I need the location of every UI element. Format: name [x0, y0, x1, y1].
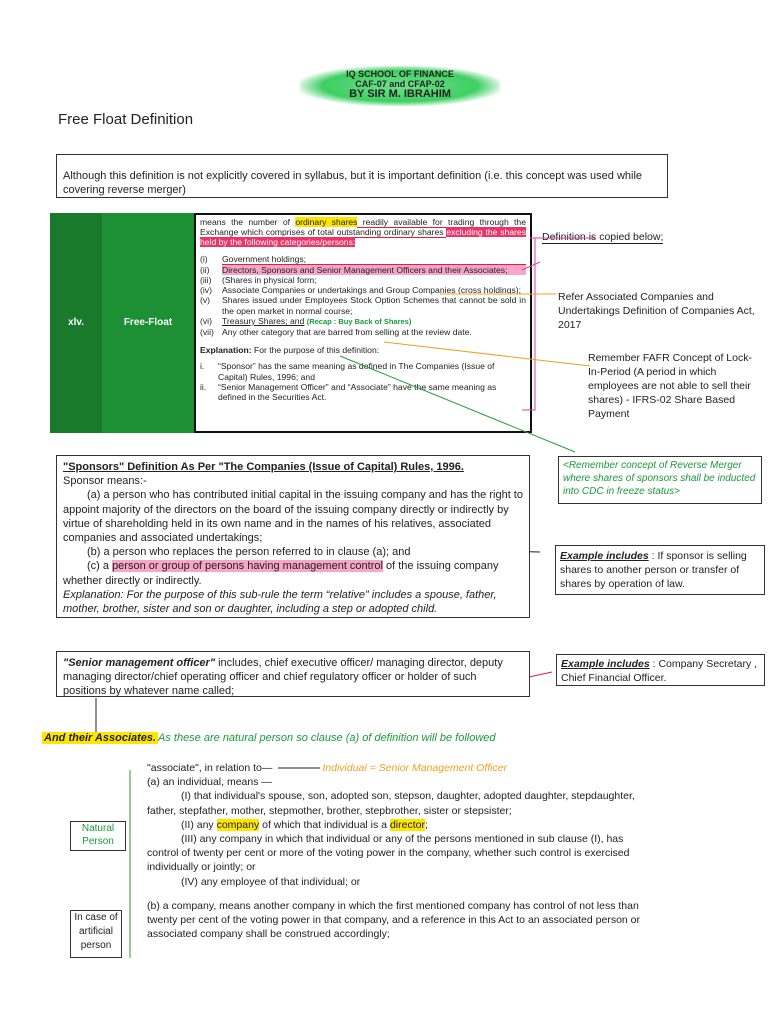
sponsors-means: Sponsor means:- — [63, 475, 147, 488]
example-smo-box: Example includes : Company Secretary , Chief Financial Officer. — [556, 654, 765, 686]
note-associated-companies: Refer Associated Companies and Undertakings Definition of Companies Act, 2017 — [558, 291, 755, 331]
smo-definition-box: "Senior management officer" includes, chief executive officer/ managing director, deputy managing director/chief operating officer and chief regulatory officer or holder of such positions by whatever name called; — [56, 651, 530, 697]
associate-intro: "associate", in relation to— Individual = Senior Management Officer — [147, 762, 508, 774]
note-fafr: Remember FAFR Concept of Lock-In-Period (A period in which employees are not able to sell their shares) - IFRS-02 Share Based Payment — [588, 352, 752, 420]
list-item: (iii) (Shares in physical form; — [200, 275, 317, 286]
banner-line-2: CAF-07 and CFAP-02 — [355, 79, 445, 89]
sponsors-clause-a: (a) a person who has contributed initial capital in the issuing company and has the right to appoint majority of the directors on the board of the issuing company directly or indirectly by virtue of shareholding held in its own name and in the names of his relatives, associated companies and associated undertakings; — [63, 489, 523, 545]
list-item: (ii) Directors, Sponsors and Senior Management Officers and their Associates; — [200, 265, 526, 275]
note-reverse-merger: <Remember concept of Reverse Merger where shares of sponsors shall be inducted into CDC in freeze status> — [558, 456, 762, 504]
associate-clause-a: (a) an individual, means — — [147, 776, 272, 789]
list-item: (v) Shares issued under Employees Stock Option Schemes that cannot be sold in the open market in normal course; — [200, 295, 526, 316]
explanation-item: ii. “Senior Management Officer” and “Associate” have the same meaning as defined in the Securities Act. — [200, 381, 497, 403]
list-item: (iv) Associate Companies or undertakings and Group Companies (cross holdings); — [200, 285, 522, 296]
list-item: (i) Government holdings; — [200, 254, 526, 265]
associate-clause-ii: (II) any company of which that individual is a director; — [181, 818, 428, 831]
explanation: Explanation: For the purpose of this definition: — [200, 345, 380, 356]
list-item: (vii) Any other category that are barred from selling at the review date. — [200, 327, 472, 338]
associate-clause-b: (b) a company, means another company in which the first mentioned company has control of not less than twenty per cent of the voting power in that company, and a reference in this Act to an associated person or associated company shall be construed accordingly; — [147, 899, 641, 941]
sponsors-explanation: Explanation: For the purpose of this sub-rule the term “relative” includes a spouse, father, mother, brother, sister and son or daughter, including a step or adopted child. — [63, 588, 497, 616]
associate-clause-i: (I) that individual's spouse, son, adopted son, stepson, daughter, adopted daughter, stepdaughter, father, stepfather, mother, stepmother, brother, stepbrother, sister or stepsister; — [147, 790, 635, 817]
ordinary-shares-highlight: ordinary shares — [295, 217, 358, 227]
page-title: Free Float Definition — [58, 111, 194, 128]
explanation-item: i. “Sponsor” has the same meaning as defined in The Companies (Issue of Capital) Rules, 1996; and — [200, 361, 495, 382]
table-term: Free-Float — [123, 317, 173, 328]
associate-definition — [147, 761, 647, 941]
intro-text: Although this definition is not explicitly covered in syllabus, but it is important definition (i.e. this concept was used while covering reverse merger) — [63, 170, 643, 196]
sponsors-clause-b: (b) a person who replaces the person referred to in clause (a); and — [87, 546, 411, 559]
recap-note: (Recap : Buy Back of Shares) — [306, 316, 412, 326]
list-item: (vi) Treasury Shares; and (Recap : Buy Back of Shares) — [200, 315, 412, 326]
management-control-highlight: person or group of persons having management control — [112, 560, 383, 573]
associate-clause-iv: (IV) any employee of that individual; or — [181, 875, 361, 888]
sponsors-title: "Sponsors" Definition As Per "The Companies (Issue of Capital) Rules, 1996. — [63, 461, 464, 473]
associate-clause-iii: (III) any company in which that individual or any of the persons mentioned in sub clause (I), has control of twenty per cent or more of the voting power in the company, whether such control is exercised individually or jointly; or — [147, 833, 630, 874]
associates-note: As these are natural person so clause (a) of definition will be followed — [158, 732, 496, 744]
artificial-person-label: In case of artificial person — [70, 910, 122, 958]
individual-note: Individual = Senior Management Officer — [322, 762, 508, 774]
definition-text: means the number of ordinary shares readily available for trading through the Exchange which comprises of total outstanding ordinary shares excluding the shares held by the following categories/persons: — [200, 217, 526, 248]
banner-line-3: BY SIR M. IBRAHIM — [349, 88, 451, 100]
sponsors-definition-box — [56, 455, 530, 618]
excluding-highlight: excluding the shares held by the following categories/persons: — [200, 227, 526, 248]
sponsors-clause-c: (c) a person or group of persons having management control of the issuing company whether directly or indirectly. — [63, 560, 499, 587]
their-associates-label: And their Associates. — [44, 732, 157, 744]
natural-person-label: Natural Person — [70, 821, 126, 851]
banner-line-1: IQ SCHOOL OF FINANCE — [346, 69, 454, 79]
note-copied-below: Definition is copied below; — [542, 231, 664, 243]
table-number: xlv. — [68, 317, 84, 328]
example-sponsor-box: Example includes : If sponsor is selling shares to another person or transfer of shares by operation of law. — [555, 545, 765, 595]
